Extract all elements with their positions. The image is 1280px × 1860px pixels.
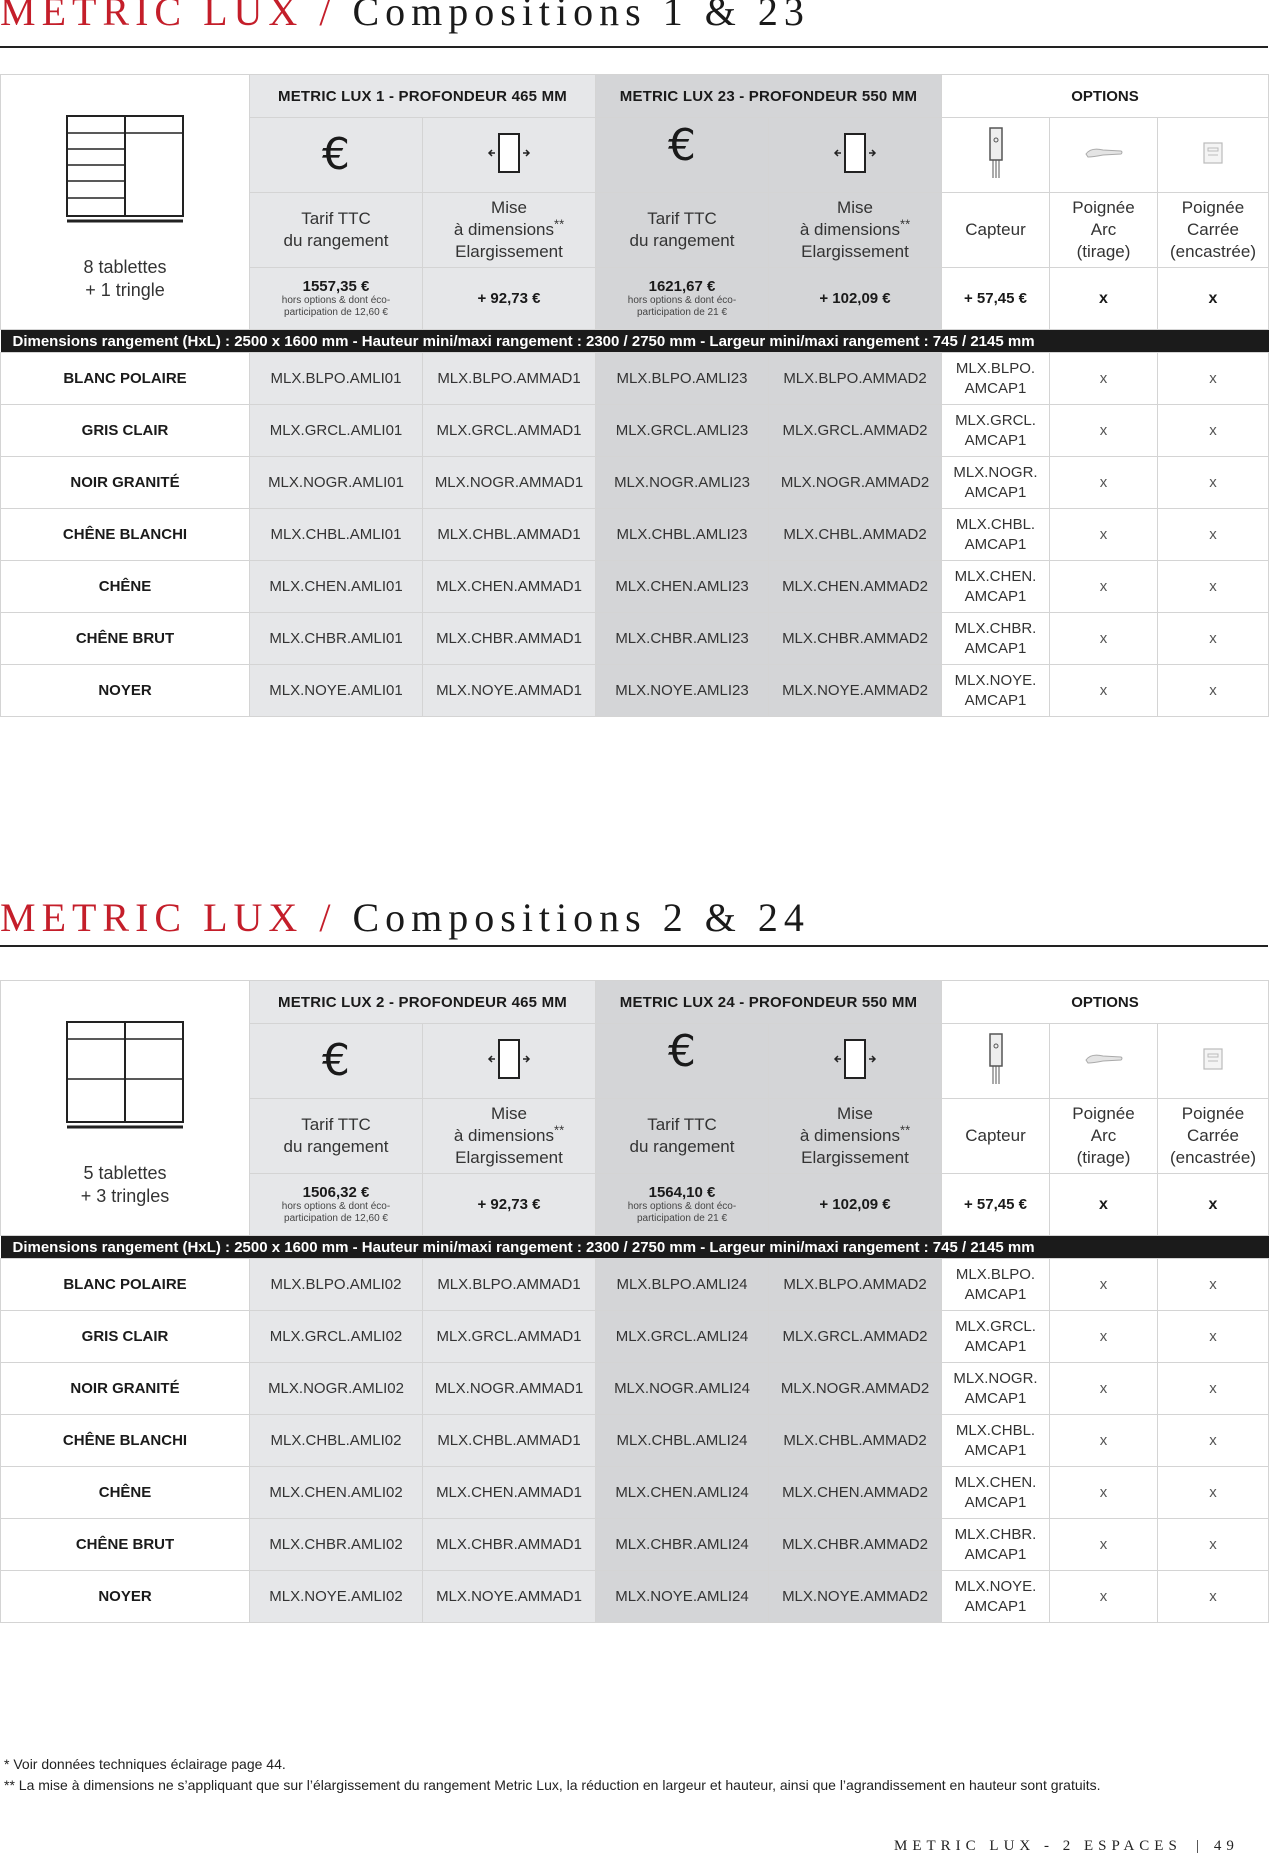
table-row xyxy=(1,509,1269,561)
shelves-count: 8 tablettes xyxy=(83,257,167,277)
price-cell: 1557,35 € hors options & dont éco- participation de 12,60 € xyxy=(250,268,423,330)
arc-handle-availability: x xyxy=(1050,509,1158,561)
title-slash: / xyxy=(319,895,337,940)
reference-code: MLX.CHBR.AMLI23 xyxy=(596,613,769,665)
square-handle-availability: x xyxy=(1158,1363,1269,1415)
arc-handle-availability: x xyxy=(1050,405,1158,457)
arc-handle-availability: x xyxy=(1050,1415,1158,1467)
arc-handle-availability: x xyxy=(1050,1571,1158,1623)
reference-code: MLX.NOGR.AMLI02 xyxy=(250,1363,423,1415)
dimensions-bar: Dimensions rangement (HxL) : 2500 x 1600 mm - Hauteur mini/maxi rangement : 2300 / 2750 mm - Largeur mini/maxi rangement : 745 / 2145 mm xyxy=(1,1236,1269,1259)
sensor-label: Capteur xyxy=(942,193,1050,268)
square-handle-availability: x xyxy=(1158,509,1269,561)
reference-code: MLX.BLPO.AMLI01 xyxy=(250,353,423,405)
sensor-reference: MLX.NOYE. AMCAP1 xyxy=(942,1571,1050,1623)
reference-code: MLX.CHBR.AMMAD1 xyxy=(423,1519,596,1571)
title-slash: / xyxy=(319,0,337,34)
footnote-lighting: * Voir données techniques éclairage page 44. xyxy=(4,1756,286,1772)
resize-icon xyxy=(486,1036,532,1082)
table-row xyxy=(1,1571,1269,1623)
reference-code: MLX.BLPO.AMLI02 xyxy=(250,1259,423,1311)
square-handle-availability: x xyxy=(1158,353,1269,405)
reference-code: MLX.CHEN.AMMAD2 xyxy=(769,561,942,613)
resize-price: + 92,73 € xyxy=(423,268,596,330)
reference-code: MLX.GRCL.AMLI02 xyxy=(250,1311,423,1363)
section-title xyxy=(0,0,1268,34)
reference-code: MLX.NOYE.AMLI23 xyxy=(596,665,769,717)
reference-code: MLX.GRCL.AMLI23 xyxy=(596,405,769,457)
square-handle-availability: x xyxy=(1158,1259,1269,1311)
square-handle-icon xyxy=(1201,1046,1225,1072)
reference-code: MLX.CHBR.AMLI02 xyxy=(250,1519,423,1571)
reference-code: MLX.CHEN.AMMAD2 xyxy=(769,1467,942,1519)
reference-code: MLX.CHBR.AMLI24 xyxy=(596,1519,769,1571)
square-handle-availability: x xyxy=(1158,1571,1269,1623)
arc-handle-icon xyxy=(1083,142,1125,164)
reference-code: MLX.NOYE.AMMAD2 xyxy=(769,1571,942,1623)
composition-description xyxy=(1,981,250,1236)
resize-label: Mise à dimensions** Elargissement xyxy=(769,1099,942,1174)
reference-code: MLX.BLPO.AMLI23 xyxy=(596,353,769,405)
square-handle-availability: x xyxy=(1158,665,1269,717)
finish-name: CHÊNE BLANCHI xyxy=(1,1415,250,1467)
title-rule xyxy=(0,945,1268,947)
price-label: Tarif TTC du rangement xyxy=(250,1099,423,1174)
euro-icon: € xyxy=(668,120,696,171)
resize-label: Mise à dimensions** Elargissement xyxy=(769,193,942,268)
brand-name: METRIC LUX xyxy=(0,0,304,34)
reference-code: MLX.GRCL.AMLI24 xyxy=(596,1311,769,1363)
resize-price: + 102,09 € xyxy=(769,1174,942,1236)
group-header-a: METRIC LUX 2 - PROFONDEUR 465 MM xyxy=(250,981,596,1024)
table-row xyxy=(1,1311,1269,1363)
finish-name: GRIS CLAIR xyxy=(1,405,250,457)
table-row xyxy=(1,665,1269,717)
composition-label: Compositions 2 & 24 xyxy=(352,895,810,940)
resize-label: Mise à dimensions** Elargissement xyxy=(423,193,596,268)
reference-code: MLX.NOYE.AMMAD1 xyxy=(423,665,596,717)
finish-name: BLANC POLAIRE xyxy=(1,353,250,405)
arc-handle-price: x xyxy=(1050,268,1158,330)
table-row xyxy=(1,405,1269,457)
reference-code: MLX.NOGR.AMLI24 xyxy=(596,1363,769,1415)
price-cell: 1621,67 € hors options & dont éco- participation de 21 € xyxy=(596,268,769,330)
composition-table xyxy=(0,980,1269,1623)
reference-code: MLX.CHEN.AMLI23 xyxy=(596,561,769,613)
table-row xyxy=(1,1259,1269,1311)
square-handle-availability: x xyxy=(1158,561,1269,613)
price-label: Tarif TTC du rangement xyxy=(596,1099,769,1174)
reference-code: MLX.CHBL.AMMAD2 xyxy=(769,509,942,561)
reference-code: MLX.BLPO.AMMAD2 xyxy=(769,353,942,405)
sensor-reference: MLX.GRCL. AMCAP1 xyxy=(942,405,1050,457)
sensor-icon xyxy=(985,1032,1007,1086)
reference-code: MLX.CHBR.AMLI01 xyxy=(250,613,423,665)
composition-description xyxy=(1,75,250,330)
square-handle-price: x xyxy=(1158,1174,1269,1236)
reference-code: MLX.NOGR.AMLI23 xyxy=(596,457,769,509)
arc-handle-price: x xyxy=(1050,1174,1158,1236)
rods-count: + 1 tringle xyxy=(85,280,165,300)
sensor-price: + 57,45 € xyxy=(942,268,1050,330)
reference-code: MLX.CHBL.AMLI23 xyxy=(596,509,769,561)
reference-code: MLX.NOGR.AMMAD1 xyxy=(423,1363,596,1415)
reference-code: MLX.CHBL.AMLI01 xyxy=(250,509,423,561)
sensor-reference: MLX.NOYE. AMCAP1 xyxy=(942,665,1050,717)
arc-handle-availability: x xyxy=(1050,665,1158,717)
reference-code: MLX.CHBR.AMMAD2 xyxy=(769,1519,942,1571)
arc-handle-availability: x xyxy=(1050,1519,1158,1571)
resize-price: + 92,73 € xyxy=(423,1174,596,1236)
square-handle-label: Poignée Carrée (encastrée) xyxy=(1158,1099,1269,1174)
table-row xyxy=(1,1519,1269,1571)
reference-code: MLX.CHEN.AMLI01 xyxy=(250,561,423,613)
sensor-reference: MLX.GRCL. AMCAP1 xyxy=(942,1311,1050,1363)
finish-name: BLANC POLAIRE xyxy=(1,1259,250,1311)
table-row xyxy=(1,561,1269,613)
reference-code: MLX.BLPO.AMMAD1 xyxy=(423,1259,596,1311)
sensor-reference: MLX.CHBR. AMCAP1 xyxy=(942,1519,1050,1571)
square-handle-availability: x xyxy=(1158,457,1269,509)
finish-name: NOYER xyxy=(1,1571,250,1623)
sensor-reference: MLX.CHBL. AMCAP1 xyxy=(942,509,1050,561)
reference-code: MLX.NOYE.AMMAD1 xyxy=(423,1571,596,1623)
finish-name: NOYER xyxy=(1,665,250,717)
reference-code: MLX.CHEN.AMMAD1 xyxy=(423,561,596,613)
price-label: Tarif TTC du rangement xyxy=(596,193,769,268)
footnote-resize: ** La mise à dimensions ne s’appliquant que sur l’élargissement du rangement Metric Lux, la réduction en largeur et hauteur, ainsi que l’agrandissement en hauteur sont gratuits. xyxy=(4,1777,1101,1793)
footer-separator: | xyxy=(1195,1838,1204,1854)
price-cell: 1506,32 € hors options & dont éco- participation de 12,60 € xyxy=(250,1174,423,1236)
composition-table xyxy=(0,74,1269,717)
section-title xyxy=(0,894,1268,940)
finish-name: CHÊNE BRUT xyxy=(1,1519,250,1571)
reference-code: MLX.NOYE.AMLI24 xyxy=(596,1571,769,1623)
reference-code: MLX.NOGR.AMMAD2 xyxy=(769,457,942,509)
table-row xyxy=(1,1415,1269,1467)
reference-code: MLX.NOYE.AMLI01 xyxy=(250,665,423,717)
reference-code: MLX.BLPO.AMMAD2 xyxy=(769,1259,942,1311)
wardrobe-icon xyxy=(66,115,184,225)
finish-name: CHÊNE xyxy=(1,561,250,613)
table-row xyxy=(1,1467,1269,1519)
reference-code: MLX.GRCL.AMMAD1 xyxy=(423,1311,596,1363)
reference-code: MLX.NOYE.AMMAD2 xyxy=(769,665,942,717)
square-handle-availability: x xyxy=(1158,1467,1269,1519)
page-footer xyxy=(894,1838,1239,1855)
reference-code: MLX.NOGR.AMMAD1 xyxy=(423,457,596,509)
arc-handle-availability: x xyxy=(1050,1363,1158,1415)
rods-count: + 3 tringles xyxy=(80,1186,170,1206)
square-handle-availability: x xyxy=(1158,1519,1269,1571)
group-header-b: METRIC LUX 24 - PROFONDEUR 550 MM xyxy=(596,981,942,1024)
group-header-a: METRIC LUX 1 - PROFONDEUR 465 MM xyxy=(250,75,596,118)
sensor-reference: MLX.CHEN. AMCAP1 xyxy=(942,1467,1050,1519)
arc-handle-availability: x xyxy=(1050,1467,1158,1519)
page-number: 49 xyxy=(1213,1838,1239,1854)
sensor-reference: MLX.BLPO. AMCAP1 xyxy=(942,353,1050,405)
square-handle-availability: x xyxy=(1158,405,1269,457)
resize-icon xyxy=(832,130,878,176)
sensor-reference: MLX.CHBR. AMCAP1 xyxy=(942,613,1050,665)
reference-code: MLX.CHEN.AMMAD1 xyxy=(423,1467,596,1519)
sensor-reference: MLX.CHEN. AMCAP1 xyxy=(942,561,1050,613)
square-handle-availability: x xyxy=(1158,613,1269,665)
dimensions-bar: Dimensions rangement (HxL) : 2500 x 1600 mm - Hauteur mini/maxi rangement : 2300 / 2750 mm - Largeur mini/maxi rangement : 745 / 2145 mm xyxy=(1,330,1269,353)
finish-name: CHÊNE xyxy=(1,1467,250,1519)
euro-icon: € xyxy=(322,129,350,180)
price-cell: 1564,10 € hors options & dont éco- participation de 21 € xyxy=(596,1174,769,1236)
table-row xyxy=(1,1363,1269,1415)
sensor-icon xyxy=(985,126,1007,180)
reference-code: MLX.GRCL.AMMAD1 xyxy=(423,405,596,457)
options-header: OPTIONS xyxy=(942,75,1269,118)
finish-name: CHÊNE BLANCHI xyxy=(1,509,250,561)
arc-handle-label: Poignée Arc (tirage) xyxy=(1050,193,1158,268)
reference-code: MLX.BLPO.AMLI24 xyxy=(596,1259,769,1311)
sensor-reference: MLX.NOGR. AMCAP1 xyxy=(942,1363,1050,1415)
resize-icon xyxy=(832,1036,878,1082)
euro-icon: € xyxy=(322,1035,350,1086)
price-label: Tarif TTC du rangement xyxy=(250,193,423,268)
options-header: OPTIONS xyxy=(942,981,1269,1024)
square-handle-availability: x xyxy=(1158,1311,1269,1363)
sensor-reference: MLX.CHBL. AMCAP1 xyxy=(942,1415,1050,1467)
composition-label: Compositions 1 & 23 xyxy=(352,0,810,34)
sensor-reference: MLX.NOGR. AMCAP1 xyxy=(942,457,1050,509)
sensor-label: Capteur xyxy=(942,1099,1050,1174)
arc-handle-icon xyxy=(1083,1048,1125,1070)
reference-code: MLX.GRCL.AMMAD2 xyxy=(769,405,942,457)
reference-code: MLX.CHBL.AMMAD1 xyxy=(423,1415,596,1467)
square-handle-icon xyxy=(1201,140,1225,166)
table-row xyxy=(1,613,1269,665)
finish-name: CHÊNE BRUT xyxy=(1,613,250,665)
resize-label: Mise à dimensions** Elargissement xyxy=(423,1099,596,1174)
group-header-b: METRIC LUX 23 - PROFONDEUR 550 MM xyxy=(596,75,942,118)
arc-handle-availability: x xyxy=(1050,353,1158,405)
finish-name: NOIR GRANITÉ xyxy=(1,1363,250,1415)
resize-price: + 102,09 € xyxy=(769,268,942,330)
arc-handle-label: Poignée Arc (tirage) xyxy=(1050,1099,1158,1174)
reference-code: MLX.BLPO.AMMAD1 xyxy=(423,353,596,405)
reference-code: MLX.NOGR.AMLI01 xyxy=(250,457,423,509)
reference-code: MLX.CHBL.AMLI02 xyxy=(250,1415,423,1467)
reference-code: MLX.CHBL.AMLI24 xyxy=(596,1415,769,1467)
footer-label: METRIC LUX - 2 ESPACES xyxy=(894,1838,1182,1854)
sensor-price: + 57,45 € xyxy=(942,1174,1050,1236)
wardrobe-icon xyxy=(66,1021,184,1131)
reference-code: MLX.CHBL.AMMAD1 xyxy=(423,509,596,561)
table-row xyxy=(1,457,1269,509)
square-handle-availability: x xyxy=(1158,1415,1269,1467)
arc-handle-availability: x xyxy=(1050,457,1158,509)
arc-handle-availability: x xyxy=(1050,613,1158,665)
finish-name: GRIS CLAIR xyxy=(1,1311,250,1363)
reference-code: MLX.GRCL.AMMAD2 xyxy=(769,1311,942,1363)
reference-code: MLX.CHEN.AMLI24 xyxy=(596,1467,769,1519)
brand-name: METRIC LUX xyxy=(0,895,304,940)
resize-icon xyxy=(486,130,532,176)
arc-handle-availability: x xyxy=(1050,1311,1158,1363)
arc-handle-availability: x xyxy=(1050,1259,1158,1311)
finish-name: NOIR GRANITÉ xyxy=(1,457,250,509)
square-handle-price: x xyxy=(1158,268,1269,330)
arc-handle-availability: x xyxy=(1050,561,1158,613)
table-row xyxy=(1,353,1269,405)
shelves-count: 5 tablettes xyxy=(83,1163,167,1183)
euro-icon: € xyxy=(668,1026,696,1077)
reference-code: MLX.CHBR.AMMAD2 xyxy=(769,613,942,665)
sensor-reference: MLX.BLPO. AMCAP1 xyxy=(942,1259,1050,1311)
reference-code: MLX.NOYE.AMLI02 xyxy=(250,1571,423,1623)
reference-code: MLX.GRCL.AMLI01 xyxy=(250,405,423,457)
reference-code: MLX.CHEN.AMLI02 xyxy=(250,1467,423,1519)
reference-code: MLX.CHBL.AMMAD2 xyxy=(769,1415,942,1467)
reference-code: MLX.CHBR.AMMAD1 xyxy=(423,613,596,665)
reference-code: MLX.NOGR.AMMAD2 xyxy=(769,1363,942,1415)
square-handle-label: Poignée Carrée (encastrée) xyxy=(1158,193,1269,268)
title-rule xyxy=(0,46,1268,48)
